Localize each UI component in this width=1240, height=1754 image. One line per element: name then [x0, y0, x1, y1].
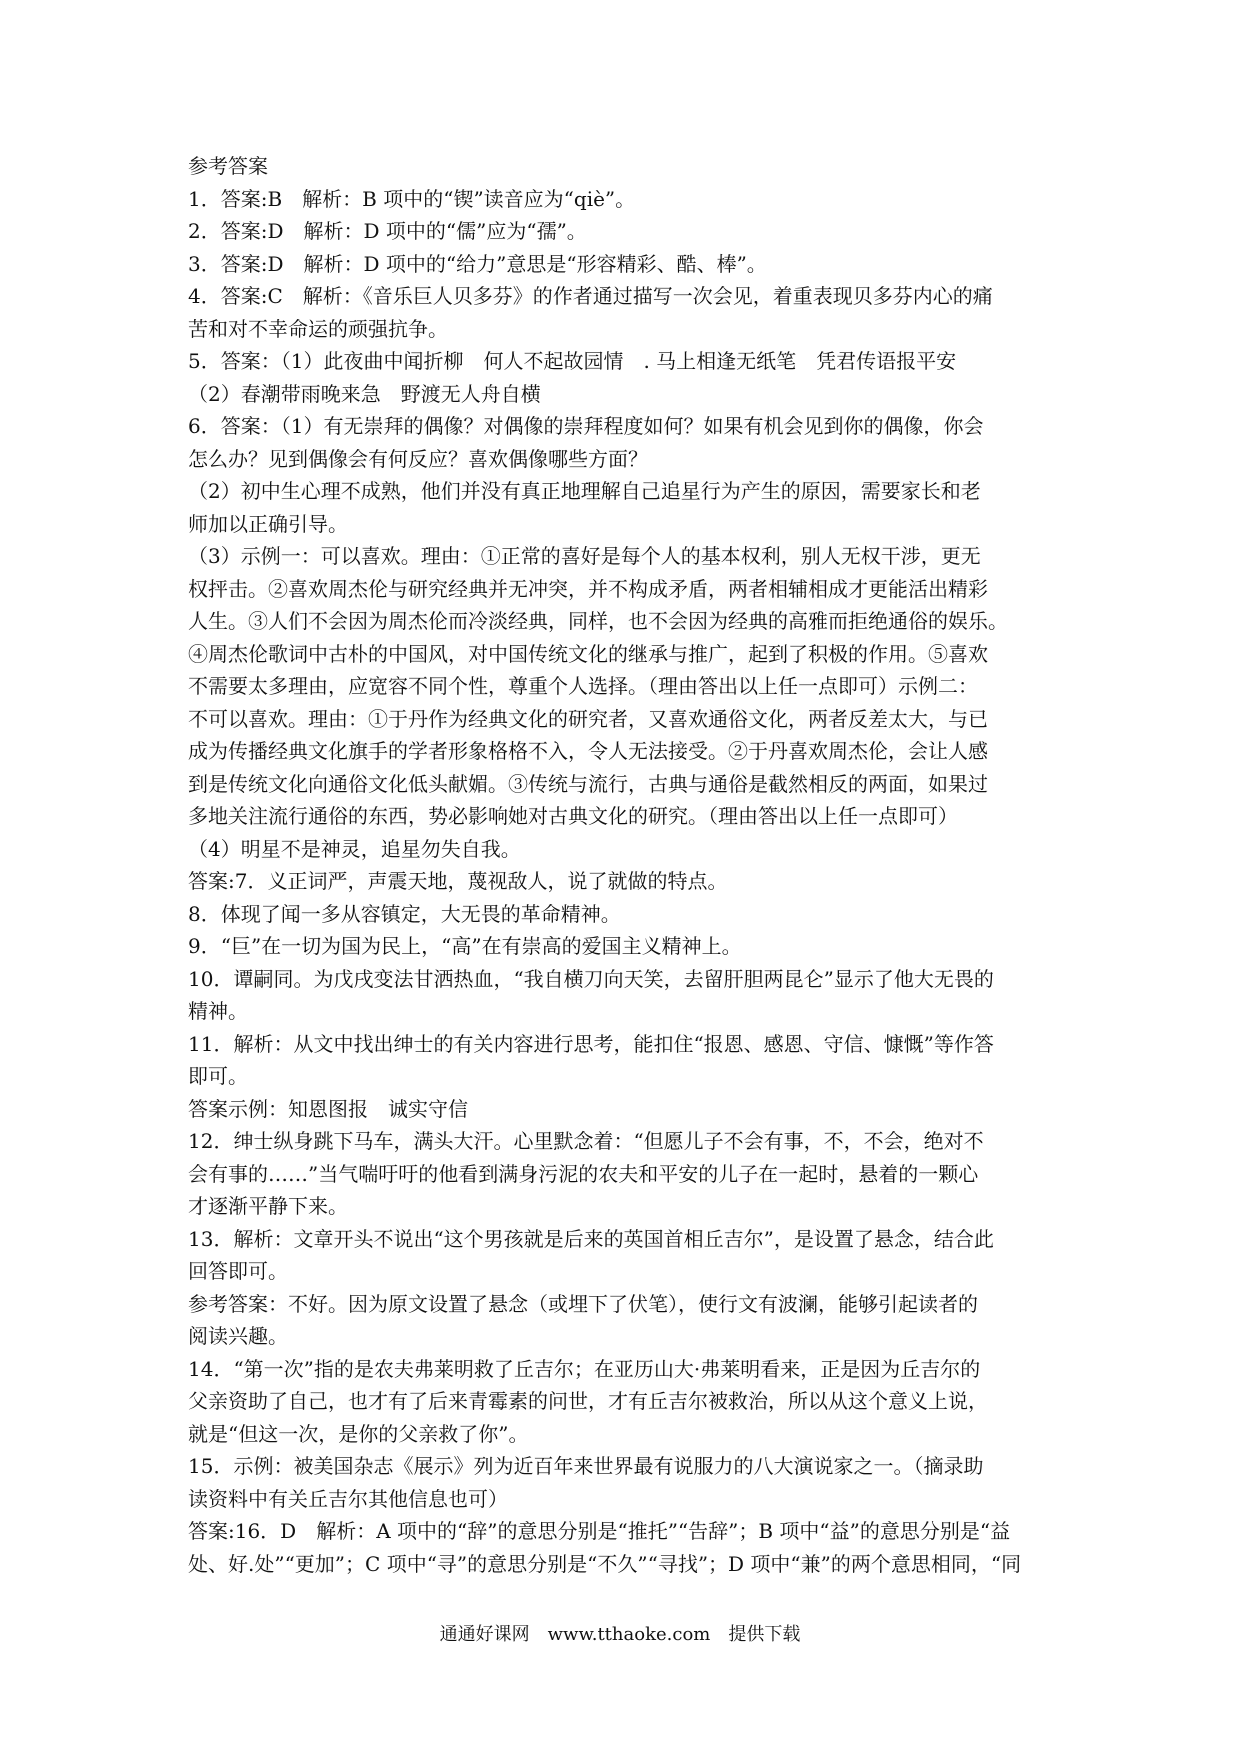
text-line: 14．“第一次”指的是农夫弗莱明救了丘吉尔；在亚历山大·弗莱明看来，正是因为丘吉尔的	[188, 1356, 981, 1381]
text-line: ④周杰伦歌词中古朴的中国风，对中国传统文化的继承与推广，起到了积极的作用。⑤喜欢	[188, 641, 988, 666]
text-line: 9．“巨”在一切为国为民上，“高”在有崇高的爱国主义精神上。	[188, 934, 742, 958]
text-line: 怎么办？见到偶像会有何反应？喜欢偶像哪些方面？	[188, 446, 648, 471]
text-line: 精神。	[188, 999, 248, 1023]
text-line: 处、好.处”“更加”；C 项中“寻”的意思分别是“不久”“寻找”；D 项中“兼”的两个意思相同，“同	[188, 1551, 1022, 1576]
text-line: 回答即可。	[188, 1259, 288, 1283]
text-line: 苦和对不幸命运的顽强抗争。	[188, 316, 448, 341]
text-line: 4．答案:C 解析：《音乐巨人贝多芬》的作者通过描写一次会见，着重表现贝多芬内心的痛	[188, 284, 993, 308]
text-line: （2）初中生心理不成熟，他们并没有真正地理解自己追星行为产生的原因，需要家长和老	[188, 479, 981, 503]
text-line: （2）春潮带雨晚来急 野渡无人舟自横	[188, 381, 541, 406]
text-line: 才逐渐平静下来。	[188, 1194, 348, 1218]
text-line: 6．答案：（1）有无崇拜的偶像？对偶像的崇拜程度如何？如果有机会见到你的偶像，你会	[188, 414, 984, 438]
text-line: （4）明星不是神灵，追星勿失自我。	[188, 836, 521, 861]
text-line: 参考答案	[188, 154, 268, 178]
text-line: 即可。	[188, 1064, 248, 1088]
text-line: 父亲资助了自己，也才有了后来青霉素的问世，才有丘吉尔被救治，所以从这个意义上说，	[188, 1389, 988, 1413]
text-line: 权抨击。②喜欢周杰伦与研究经典并无冲突，并不构成矛盾，两者相辅相成才更能活出精彩	[188, 576, 988, 601]
text-line: 阅读兴趣。	[188, 1324, 288, 1348]
text-line: 10．谭嗣同。为戊戌变法甘洒热血，“我自横刀向天笑，去留肝胆两昆仑”显示了他大无畏的	[188, 966, 994, 991]
text-line: 不需要太多理由，应宽容不同个性，尊重个人选择。（理由答出以上任一点即可）示例二：	[188, 674, 978, 698]
document-body	[188, 150, 1058, 1580]
text-line: 1．答案:B 解析：B 项中的“锲”读音应为“qiè”。	[188, 186, 636, 211]
text-line: 12．绅士纵身跳下马车，满头大汗。心里默念着：“但愿儿子不会有事，不，不会，绝对不	[188, 1129, 984, 1153]
text-line: 答案:7．义正词严，声震天地，蔑视敌人，说了就做的特点。	[188, 869, 728, 893]
text-line: 答案示例：知恩图报 诚实守信	[188, 1096, 468, 1121]
text-line: 2．答案:D 解析：D 项中的“儒”应为“孺”。	[188, 219, 587, 243]
text-line: 读资料中有关丘吉尔其他信息也可）	[188, 1486, 508, 1511]
text-line: 到是传统文化向通俗文化低头献媚。③传统与流行，古典与通俗是截然相反的两面，如果过	[188, 771, 988, 796]
text-line: 就是“但这一次，是你的父亲救了你”。	[188, 1421, 529, 1446]
text-line: 15．示例：被美国杂志《展示》列为近百年来世界最有说服力的八大演说家之一。（摘录助	[188, 1454, 984, 1478]
text-line: 答案:16．D 解析：A 项中的“辞”的意思分别是“推托”“告辞”；B 项中“益”的意思分别是“益	[188, 1519, 1011, 1543]
text-line: 8．体现了闻一多从容镇定，大无畏的革命精神。	[188, 901, 621, 926]
text-line: 3．答案:D 解析：D 项中的“给力”意思是“形容精彩、酷、棒”。	[188, 251, 767, 276]
text-line: 会有事的……”当气喘吁吁的他看到满身污泥的农夫和平安的儿子在一起时，悬着的一颗心	[188, 1161, 979, 1186]
text-line: 成为传播经典文化旗手的学者形象格格不入，令人无法接受。②于丹喜欢周杰伦，会让人感	[188, 739, 988, 763]
text-line: 11．解析：从文中找出绅士的有关内容进行思考，能扣住“报恩、感恩、守信、慷慨”等作答	[188, 1031, 994, 1056]
text-line: 参考答案：不好。因为原文设置了悬念（或埋下了伏笔），使行文有波澜，能够引起读者的	[188, 1291, 978, 1316]
text-line: 人生。③人们不会因为周杰伦而冷淡经典，同样，也不会因为经典的高雅而拒绝通俗的娱乐。	[188, 609, 1008, 633]
text-line: 13．解析：文章开头不说出“这个男孩就是后来的英国首相丘吉尔”，是设置了悬念，结合此	[188, 1226, 994, 1251]
text-line: 师加以正确引导。	[188, 511, 348, 536]
page-footer: 通通好课网 www.tthaoke.com 提供下载	[439, 1624, 801, 1645]
text-line: 不可以喜欢。理由：①于丹作为经典文化的研究者，又喜欢通俗文化，两者反差太大，与已	[188, 706, 988, 731]
text-line: 5．答案：（1）此夜曲中闻折柳 何人不起故园情 . 马上相逢无纸笔 凭君传语报平安	[188, 349, 957, 373]
text-line: （3）示例一：可以喜欢。理由：①正常的喜好是每个人的基本权利，别人无权干涉，更无	[188, 544, 981, 568]
text-line: 多地关注流行通俗的东西，势必影响她对古典文化的研究。（理由答出以上任一点即可）	[188, 804, 958, 828]
